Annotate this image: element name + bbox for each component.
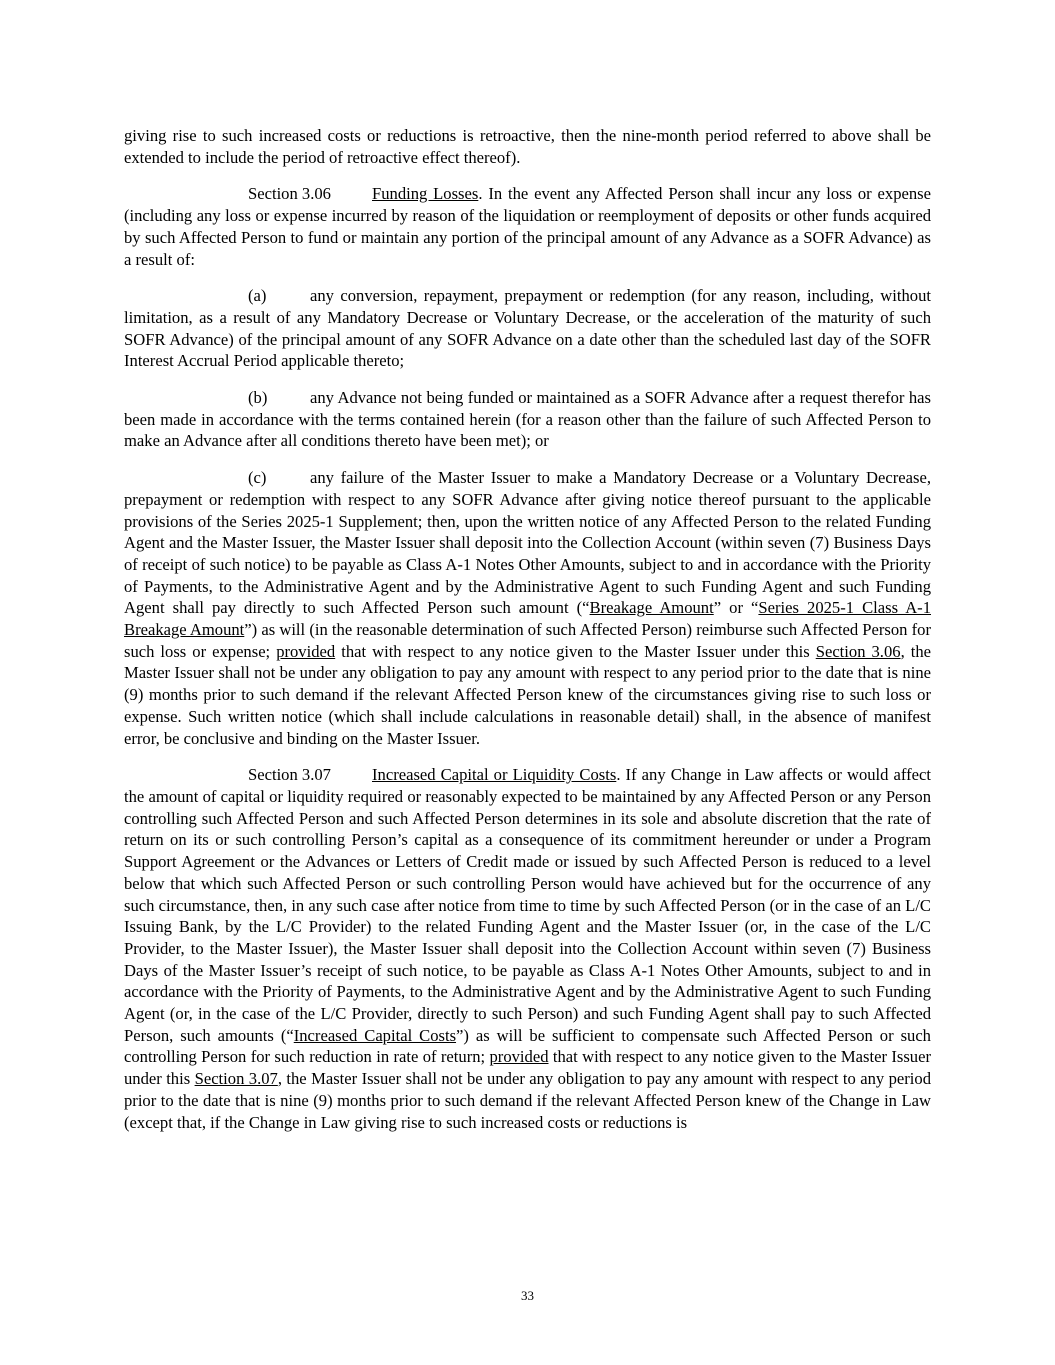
section-3-07-paragraph [124, 764, 931, 1133]
item-a-text: any conversion, repayment, prepayment or redemption (for any reason, including, without limitation, as a result of any Mandatory Decrease or Voluntary Decrease, or the acceleration of the maturity of such SOFR Advance) of the principal amount of any SOFR Advance on a date other than the scheduled last day of the SOFR Interest Accrual Period applicable thereto; [124, 286, 931, 371]
item-c-text-2: ” or “ [713, 598, 759, 618]
breakage-amount-term: Breakage Amount [589, 598, 714, 618]
section-3-06-number: Section 3.06 [248, 184, 331, 204]
item-b-text: any Advance not being funded or maintained as a SOFR Advance after a request therefor has been made in accordance with the terms contained herein (for a reason other than the failure of such Affected Person to make an Advance after all conditions thereto have been met); or [124, 388, 931, 451]
provided-term: provided [276, 641, 336, 661]
section-3-06-title: Funding Losses [372, 184, 479, 204]
document-page [124, 125, 931, 1148]
provided-term: provided [489, 1047, 549, 1067]
item-a-paragraph [124, 285, 931, 372]
section-3-07-title: Increased Capital or Liquidity Costs [372, 765, 617, 785]
section-3-07-number: Section 3.07 [248, 765, 331, 785]
item-b-label: (b) [248, 388, 268, 408]
item-c-text-3: ”) as will (in the reasonable determination of such Affected Person) reimburse such Affected Person for such loss or expense; [124, 620, 931, 661]
series-breakage-amount-term: Series 2025-1 Class A-1 Breakage Amount [124, 598, 931, 640]
section-3-06-paragraph [124, 183, 931, 270]
section-3-06-intro: . In the event any Affected Person shall incur any loss or expense (including any loss or expense incurred by reason of the liquidation or reemployment of deposits or other funds acquired by such Affected Person to fund or maintain any portion of the principal amount of any Advance as a SOFR Advance) as a result of: [124, 184, 931, 269]
item-c-paragraph [124, 467, 931, 749]
section-3-07-reference: Section 3.07 [194, 1069, 278, 1089]
section-3-07-text-2: ”) as will be sufficient to compensate such Affected Person or such controlling Person for such reduction in rate of return; [124, 1025, 931, 1067]
section-3-07-text-1: . If any Change in Law affects or would affect the amount of capital or liquidity required or reasonably expected to be maintained by any Affected Person or any Person controlling such Affected Person and such Affected Person determines in its sole and absolute discretion that the rate of return on its or such controlling Person’s capital as a consequence of its commitment hereunder or under a Program Support Agreement or the Advances or Letters of Credit made or issued by such Affected Person is reduced to a level below that which such Affected Person or such controlling Person would have achieved but for the occurrence of any such circumstance, then, in any such case after notice from time to time by such Affected Person (or in the case of an L/C Issuing Bank, by the L/C Provider) to the related Funding Agent and the Master Issuer (or, in the case of the L/C Provider, to the Master Issuer), the Master Issuer shall deposit into the Collection Account within seven (7) Business Days of the Master Issuer’s receipt of such notice, to be payable as Class A-1 Notes Other Amounts, subject to and in accordance with the Priority of Payments, to the Administrative Agent and by the Administrative Agent to such Funding Agent (or, in the case of the L/C Provider, directly to such Person) and such Funding Agent shall pay to such Affected Person, such amounts (“ [124, 765, 931, 1045]
increased-capital-costs-term: Increased Capital Costs [293, 1025, 457, 1045]
item-b-paragraph [124, 387, 931, 452]
page-number: 33 [521, 1288, 534, 1303]
item-c-text-5: , the Master Issuer shall not be under any obligation to pay any amount with respect to any period prior to the date that is nine (9) months prior to such demand if the relevant Affected Person knew of the circumstances giving rise to such loss or expense. Such written notice (which shall include calculations in reasonable detail) shall, in the absence of manifest error, be conclusive and binding on the Master Issuer. [124, 641, 931, 748]
section-3-06-reference: Section 3.06 [815, 641, 901, 661]
continuation-paragraph: giving rise to such increased costs or reductions is retroactive, then the nine-month period referred to above shall be extended to include the period of retroactive effect thereof). [124, 126, 931, 167]
item-c-label: (c) [248, 468, 267, 488]
section-3-07-text-3: that with respect to any notice given to the Master Issuer under this [124, 1047, 931, 1089]
item-a-label: (a) [248, 286, 267, 306]
item-c-text-4: that with respect to any notice given to the Master Issuer under this [335, 641, 816, 661]
section-3-07-text-4: , the Master Issuer shall not be under any obligation to pay any amount with respect to any period prior to the date that is nine (9) months prior to such demand if the relevant Affected Person knew of the Change in Law (except that, if the Change in Law giving rise to such increased costs or reductions is [124, 1069, 931, 1132]
item-c-text-1: any failure of the Master Issuer to make a Mandatory Decrease or a Voluntary Decrease, prepayment or redemption with respect to any SOFR Advance after giving notice thereof pursuant to the applicable provisions of the Series 2025-1 Supplement; then, upon the written notice of any Affected Person to the related Funding Agent and the Master Issuer, the Master Issuer shall deposit into the Collection Account (within seven (7) Business Days of receipt of such notice) to be payable as Class A-1 Notes Other Amounts, subject to and in accordance with the Priority of Payments, to the Administrative Agent and by the Administrative Agent to such Funding Agent and such Funding Agent shall pay directly to such Affected Person such amount (“ [124, 468, 931, 618]
